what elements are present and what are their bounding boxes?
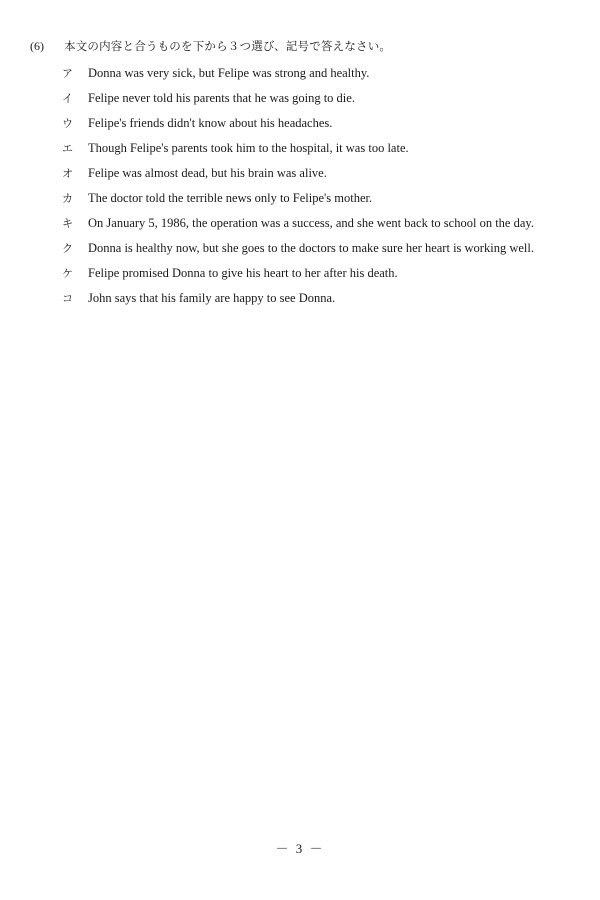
option-marker: ウ (62, 117, 73, 130)
option-marker: ケ (62, 267, 73, 280)
option-ki (30, 211, 570, 236)
question-instruction: 本文の内容と合うものを下から３つ選び、記号で答えなさい。 (64, 39, 392, 53)
option-text: Felipe never told his parents that he was going to die. (88, 91, 355, 105)
option-marker: ア (62, 67, 73, 80)
option-text: On January 5, 1986, the operation was a success, and she went back to school on the day. (88, 216, 534, 230)
option-text: Felipe promised Donna to give his heart to her after his death. (88, 266, 398, 280)
option-marker: イ (62, 92, 73, 105)
option-text: The doctor told the terrible news only to Felipe's mother. (88, 191, 373, 205)
page-number: － 3 － (275, 841, 325, 856)
option-marker: カ (62, 192, 73, 205)
option-text: Donna was very sick, but Felipe was strong and healthy. (88, 66, 370, 80)
option-text: Donna is healthy now, but she goes to the doctors to make sure her heart is working well. (88, 241, 534, 255)
option-ke (30, 261, 570, 286)
option-marker: オ (62, 167, 73, 180)
option-marker: ク (62, 242, 73, 255)
question-header (30, 36, 570, 58)
question-number: (6) (30, 39, 44, 53)
question-6 (30, 36, 570, 327)
option-marker: コ (62, 292, 73, 305)
option-ku (30, 236, 570, 261)
option-a (30, 61, 570, 86)
answer-options (30, 61, 570, 311)
option-ka (30, 186, 570, 211)
option-text: John says that his family are happy to see Donna. (88, 291, 336, 305)
option-text: Felipe was almost dead, but his brain was alive. (88, 166, 327, 180)
option-marker: キ (62, 217, 73, 230)
option-e (30, 136, 570, 161)
option-o (30, 161, 570, 186)
option-ko (30, 286, 570, 311)
option-i (30, 86, 570, 111)
option-marker: エ (62, 142, 73, 155)
option-u (30, 111, 570, 136)
option-text: Felipe's friends didn't know about his headaches. (88, 116, 333, 130)
option-text: Though Felipe's parents took him to the hospital, it was too late. (88, 141, 409, 155)
